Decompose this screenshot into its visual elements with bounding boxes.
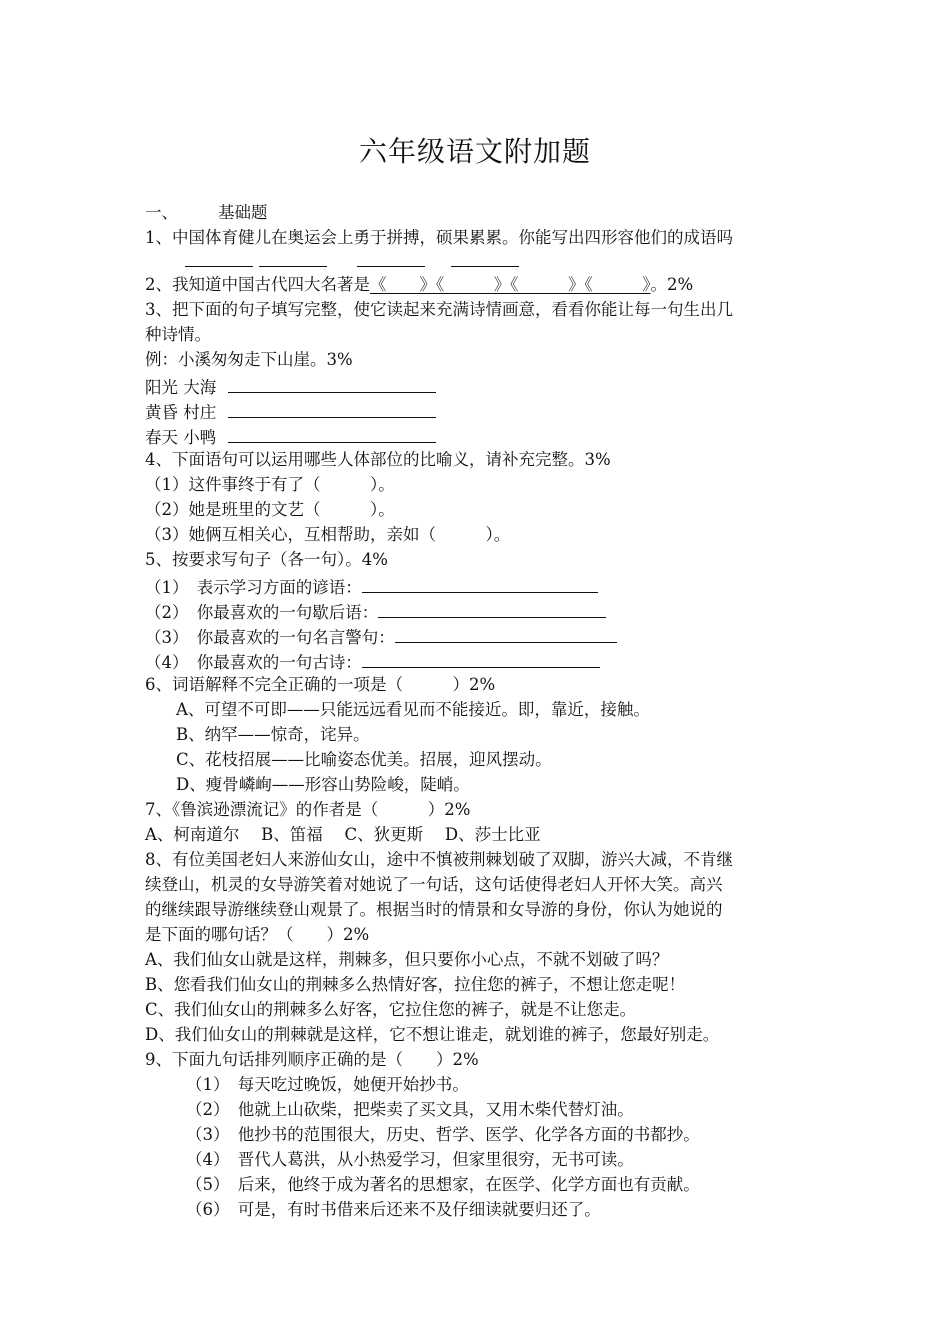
q3-item [145,400,436,423]
question-3-line2: 种诗情。 [145,325,211,344]
q2-prefix: 2、我知道中国古代四大名著是 [145,275,370,294]
q6-option: C、花枝招展——比喻姿态优美。招展，迎风摆动。 [176,750,552,769]
q3-item [145,425,436,448]
q5-item-label: （4） 你最喜欢的一句古诗： [145,653,362,672]
section-number: 一、 [145,203,178,222]
q5-item-label: （3） 你最喜欢的一句名言警句： [145,628,395,647]
question-3-line1: 3、把下面的句子填写完整，使它读起来充满诗情画意，看看你能让每一句生出几 [145,300,733,319]
q5-item [145,600,606,623]
q6-option: A、可望不可即——只能远远看见而不能接近。即，靠近，接触。 [176,700,650,719]
question-6: 6、词语解释不完全正确的一项是（ ）2% [145,675,496,694]
question-8-line: 是下面的哪句话？（ ）2% [145,925,370,944]
q8-option: A、我们仙女山就是这样，荆棘多，但只要你小心点，不就不划破了吗？ [145,950,669,969]
q5-item [145,575,598,598]
question-8-line: 8、有位美国老妇人来游仙女山，途中不慎被荆棘划破了双脚，游兴大减，不肯继 [145,850,733,869]
q5-item [145,625,617,648]
answer-blank[interactable] [378,600,606,618]
q5-item-label: （2） 你最喜欢的一句歇后语： [145,603,379,622]
section-heading [145,203,268,223]
answer-blank[interactable] [362,575,598,593]
q4-item: （3）她俩互相关心，互相帮助，亲如（ ）。 [145,525,511,544]
q3-item [145,375,436,398]
question-2 [145,275,693,295]
answer-blank[interactable] [185,248,253,267]
answer-blank[interactable] [228,375,436,393]
q2-suffix: 。2% [650,275,694,294]
q7-options: A、柯南道尔 B、笛福 C、狄更斯 D、莎士比亚 [145,825,541,844]
q9-item: （1） 每天吃过晚饭，她便开始抄书。 [186,1075,469,1094]
q8-option: B、您看我们仙女山的荆棘多么热情好客，拉住您的裤子，不想让您走呢！ [145,975,686,994]
q3-item-label: 春天 小鸭 [145,428,217,447]
question-4: 4、下面语句可以运用哪些人体部位的比喻义，请补充完整。3% [145,450,611,469]
q6-option: D、瘦骨嶙峋——形容山势险峻，陡峭。 [176,775,470,794]
question-1: 1、中国体育健儿在奥运会上勇于拼搏，硕果累累。你能写出四形容他们的成语吗 [145,228,733,247]
answer-blank[interactable] [357,248,425,267]
q5-item [145,650,600,673]
question-8-line: 续登山，机灵的女导游笑着对她说了一句话，这句话使得老妇人开怀大笑。高兴 [145,875,723,894]
q3-item-label: 黄昏 村庄 [145,403,217,422]
question-9: 9、下面九句话排列顺序正确的是（ ）2% [145,1050,479,1069]
section-label: 基础题 [218,203,268,222]
q2-book-blanks[interactable]: 《 》《 》《 》《 》 [370,275,651,294]
question-3-example: 例：小溪匆匆走下山崖。3% [145,350,353,369]
q8-option: D、我们仙女山的荆棘就是这样，它不想让谁走，就划谁的裤子，您最好别走。 [145,1025,720,1044]
answer-blank[interactable] [362,650,600,668]
q9-item: （2） 他就上山砍柴，把柴卖了买文具，又用木柴代替灯油。 [186,1100,634,1119]
q9-item: （5） 后来，他终于成为著名的思想家，在医学、化学方面也有贡献。 [186,1175,700,1194]
answer-blank[interactable] [451,248,519,267]
answer-blank[interactable] [395,625,617,643]
q9-item: （4） 晋代人葛洪，从小热爱学习，但家里很穷，无书可读。 [186,1150,634,1169]
question-8-line: 的继续跟导游继续登山观景了。根据当时的情景和女导游的身份，你认为她说的 [145,900,723,919]
question-7: 7、《鲁滨逊漂流记》的作者是（ ）2% [145,800,471,819]
q8-option: C、我们仙女山的荆棘多么好客，它拉住您的裤子，就是不让您走。 [145,1000,637,1019]
q6-option: B、纳罕——惊奇，诧异。 [176,725,370,744]
question-5: 5、按要求写句子（各一句）。4% [145,550,388,569]
answer-blank[interactable] [228,425,436,443]
q3-item-label: 阳光 大海 [145,378,217,397]
answer-blank[interactable] [259,248,327,267]
q5-item-label: （1） 表示学习方面的谚语： [145,578,362,597]
q9-item: （3） 他抄书的范围很大，历史、哲学、医学、化学各方面的书都抄。 [186,1125,700,1144]
q4-item: （1）这件事终于有了（ ）。 [145,475,395,494]
page-title: 六年级语文附加题 [358,135,591,168]
q9-item: （6） 可是，有时书借来后还来不及仔细读就要归还了。 [186,1200,601,1219]
answer-blank[interactable] [228,400,436,418]
q4-item: （2）她是班里的文艺（ ）。 [145,500,395,519]
